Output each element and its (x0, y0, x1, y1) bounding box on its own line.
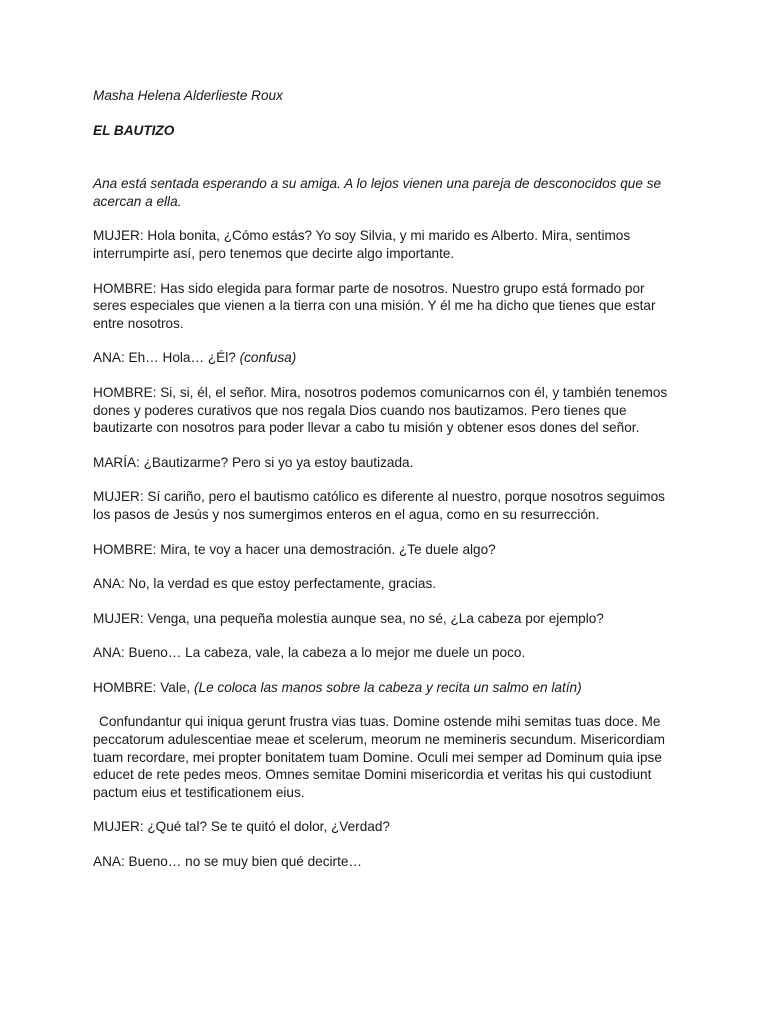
stage-direction: (Le coloca las manos sobre la cabeza y recita un salmo en latín) (193, 679, 582, 695)
document-body (93, 87, 673, 888)
dialogue-paragraph: MUJER: Venga, una pequeña molestia aunque sea, no sé, ¿La cabeza por ejemplo? (93, 610, 604, 626)
document-title: EL BAUTIZO (93, 122, 175, 138)
dialogue-text: HOMBRE: Vale, (93, 679, 194, 695)
dialogue-paragraph: HOMBRE: Mira, te voy a hacer una demostración. ¿Te duele algo? (93, 541, 496, 557)
dialogue-paragraph: HOMBRE: Si, si, él, el señor. Mira, nosotros podemos comunicarnos con él, y también tenemos dones y poderes curativos que nos regala Dios cuando nos bautizamos. Pero tienes que bautizarte con nosotros para poder llevar a cabo tu misión y obtener esos dones del señor. (93, 384, 668, 436)
dialogue-paragraph: MARÍA: ¿Bautizarme? Pero si yo ya estoy bautizada. (93, 454, 414, 470)
dialogue-paragraph: ANA: Bueno… La cabeza, vale, la cabeza a lo mejor me duele un poco. (93, 645, 526, 661)
dialogue-paragraph (93, 349, 673, 367)
dialogue-paragraph: ANA: Bueno… no se muy bien qué decirte… (93, 854, 363, 870)
stage-direction: (confusa) (239, 350, 297, 366)
dialogue-paragraph: MUJER: Sí cariño, pero el bautismo católico es diferente al nuestro, porque nosotros seguimos los pasos de Jesús y nos sumergimos enteros en el agua, como en su resurrección. (93, 489, 665, 522)
dialogue-paragraph: MUJER: Hola bonita, ¿Cómo estás? Yo soy Silvia, y mi marido es Alberto. Mira, sentimos interrumpirte así, pero tenemos que decirte algo importante. (93, 228, 631, 261)
latin-psalm-paragraph: Confundantur qui iniqua gerunt frustra vias tuas. Domine ostende mihi semitas tuas doce. Me peccatorum adulescentiae meae et scelerum, meorum ne memineris secundum. Misericordiam tuam recordare, mei propter bonitatem tuam Domine. Oculi mei semper ad Dominum quia ipse educet de rete pedes meos. Omnes semitae Domini misericordia et veritas his qui custodiunt pactum eius et testificationem eius. (93, 714, 665, 800)
dialogue-paragraph: MUJER: ¿Qué tal? Se te quitó el dolor, ¿Verdad? (93, 819, 390, 835)
dialogue-paragraph: HOMBRE: Has sido elegida para formar parte de nosotros. Nuestro grupo está formado por seres especiales que vienen a la tierra con una misión. Y él me ha dicho que tienes que estar entre nosotros. (93, 280, 656, 331)
dialogue-text: ANA: Eh… Hola… ¿Él? (93, 350, 240, 366)
stage-direction-intro: Ana está sentada esperando a su amiga. A lo lejos vienen una pareja de desconocidos que se acercan a ella. (93, 176, 662, 209)
dialogue-paragraph (93, 679, 673, 697)
author-name: Masha Helena Alderlieste Roux (93, 88, 283, 103)
dialogue-paragraph: ANA: No, la verdad es que estoy perfectamente, gracias. (93, 576, 437, 592)
